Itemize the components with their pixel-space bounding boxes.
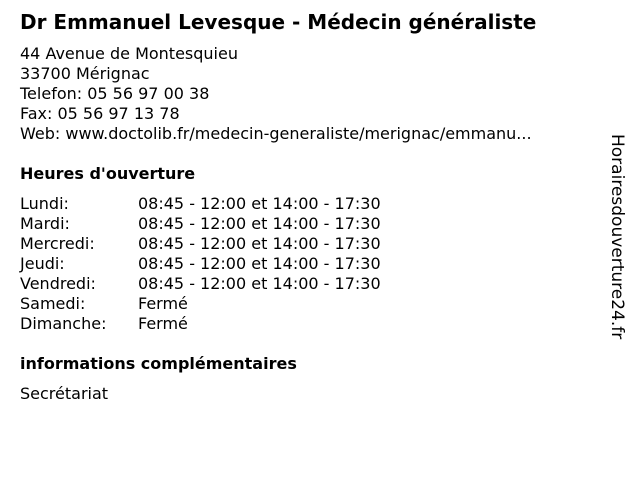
day-label: Samedi: <box>20 294 86 313</box>
hours-row-wednesday <box>20 234 381 254</box>
hours-row-saturday <box>20 294 381 314</box>
hours-row-tuesday <box>20 214 381 234</box>
page-title: Dr Emmanuel Levesque - Médecin généraliste <box>20 10 537 34</box>
hours-row-friday <box>20 274 381 294</box>
day-hours: 08:45 - 12:00 et 14:00 - 17:30 <box>138 254 381 273</box>
fax-number: Fax: 05 56 97 13 78 <box>20 104 180 123</box>
day-label: Mercredi: <box>20 234 95 253</box>
hours-row-sunday <box>20 314 381 334</box>
opening-hours-table <box>20 194 381 334</box>
day-hours: 08:45 - 12:00 et 14:00 - 17:30 <box>138 194 381 213</box>
hours-row-thursday <box>20 254 381 274</box>
website-link[interactable]: Web: www.doctolib.fr/medecin-generaliste/merignac/emmanu... <box>20 124 532 143</box>
day-label: Lundi: <box>20 194 69 213</box>
day-hours: 08:45 - 12:00 et 14:00 - 17:30 <box>138 214 381 233</box>
day-hours: Fermé <box>138 314 188 333</box>
day-hours: 08:45 - 12:00 et 14:00 - 17:30 <box>138 274 381 293</box>
address-street: 44 Avenue de Montesquieu <box>20 44 238 63</box>
day-label: Mardi: <box>20 214 70 233</box>
day-hours: Fermé <box>138 294 188 313</box>
day-label: Dimanche: <box>20 314 107 333</box>
contact-block <box>20 44 532 144</box>
additional-info-heading: informations complémentaires <box>20 354 297 373</box>
day-hours: 08:45 - 12:00 et 14:00 - 17:30 <box>138 234 381 253</box>
day-label: Jeudi: <box>20 254 65 273</box>
phone-number: Telefon: 05 56 97 00 38 <box>20 84 210 103</box>
opening-hours-heading: Heures d'ouverture <box>20 164 196 183</box>
address-city: 33700 Mérignac <box>20 64 150 83</box>
additional-info-text: Secrétariat <box>20 384 109 403</box>
hours-row-monday <box>20 194 381 214</box>
day-label: Vendredi: <box>20 274 96 293</box>
watermark-text: Horairesdouverture24.fr <box>607 134 627 340</box>
